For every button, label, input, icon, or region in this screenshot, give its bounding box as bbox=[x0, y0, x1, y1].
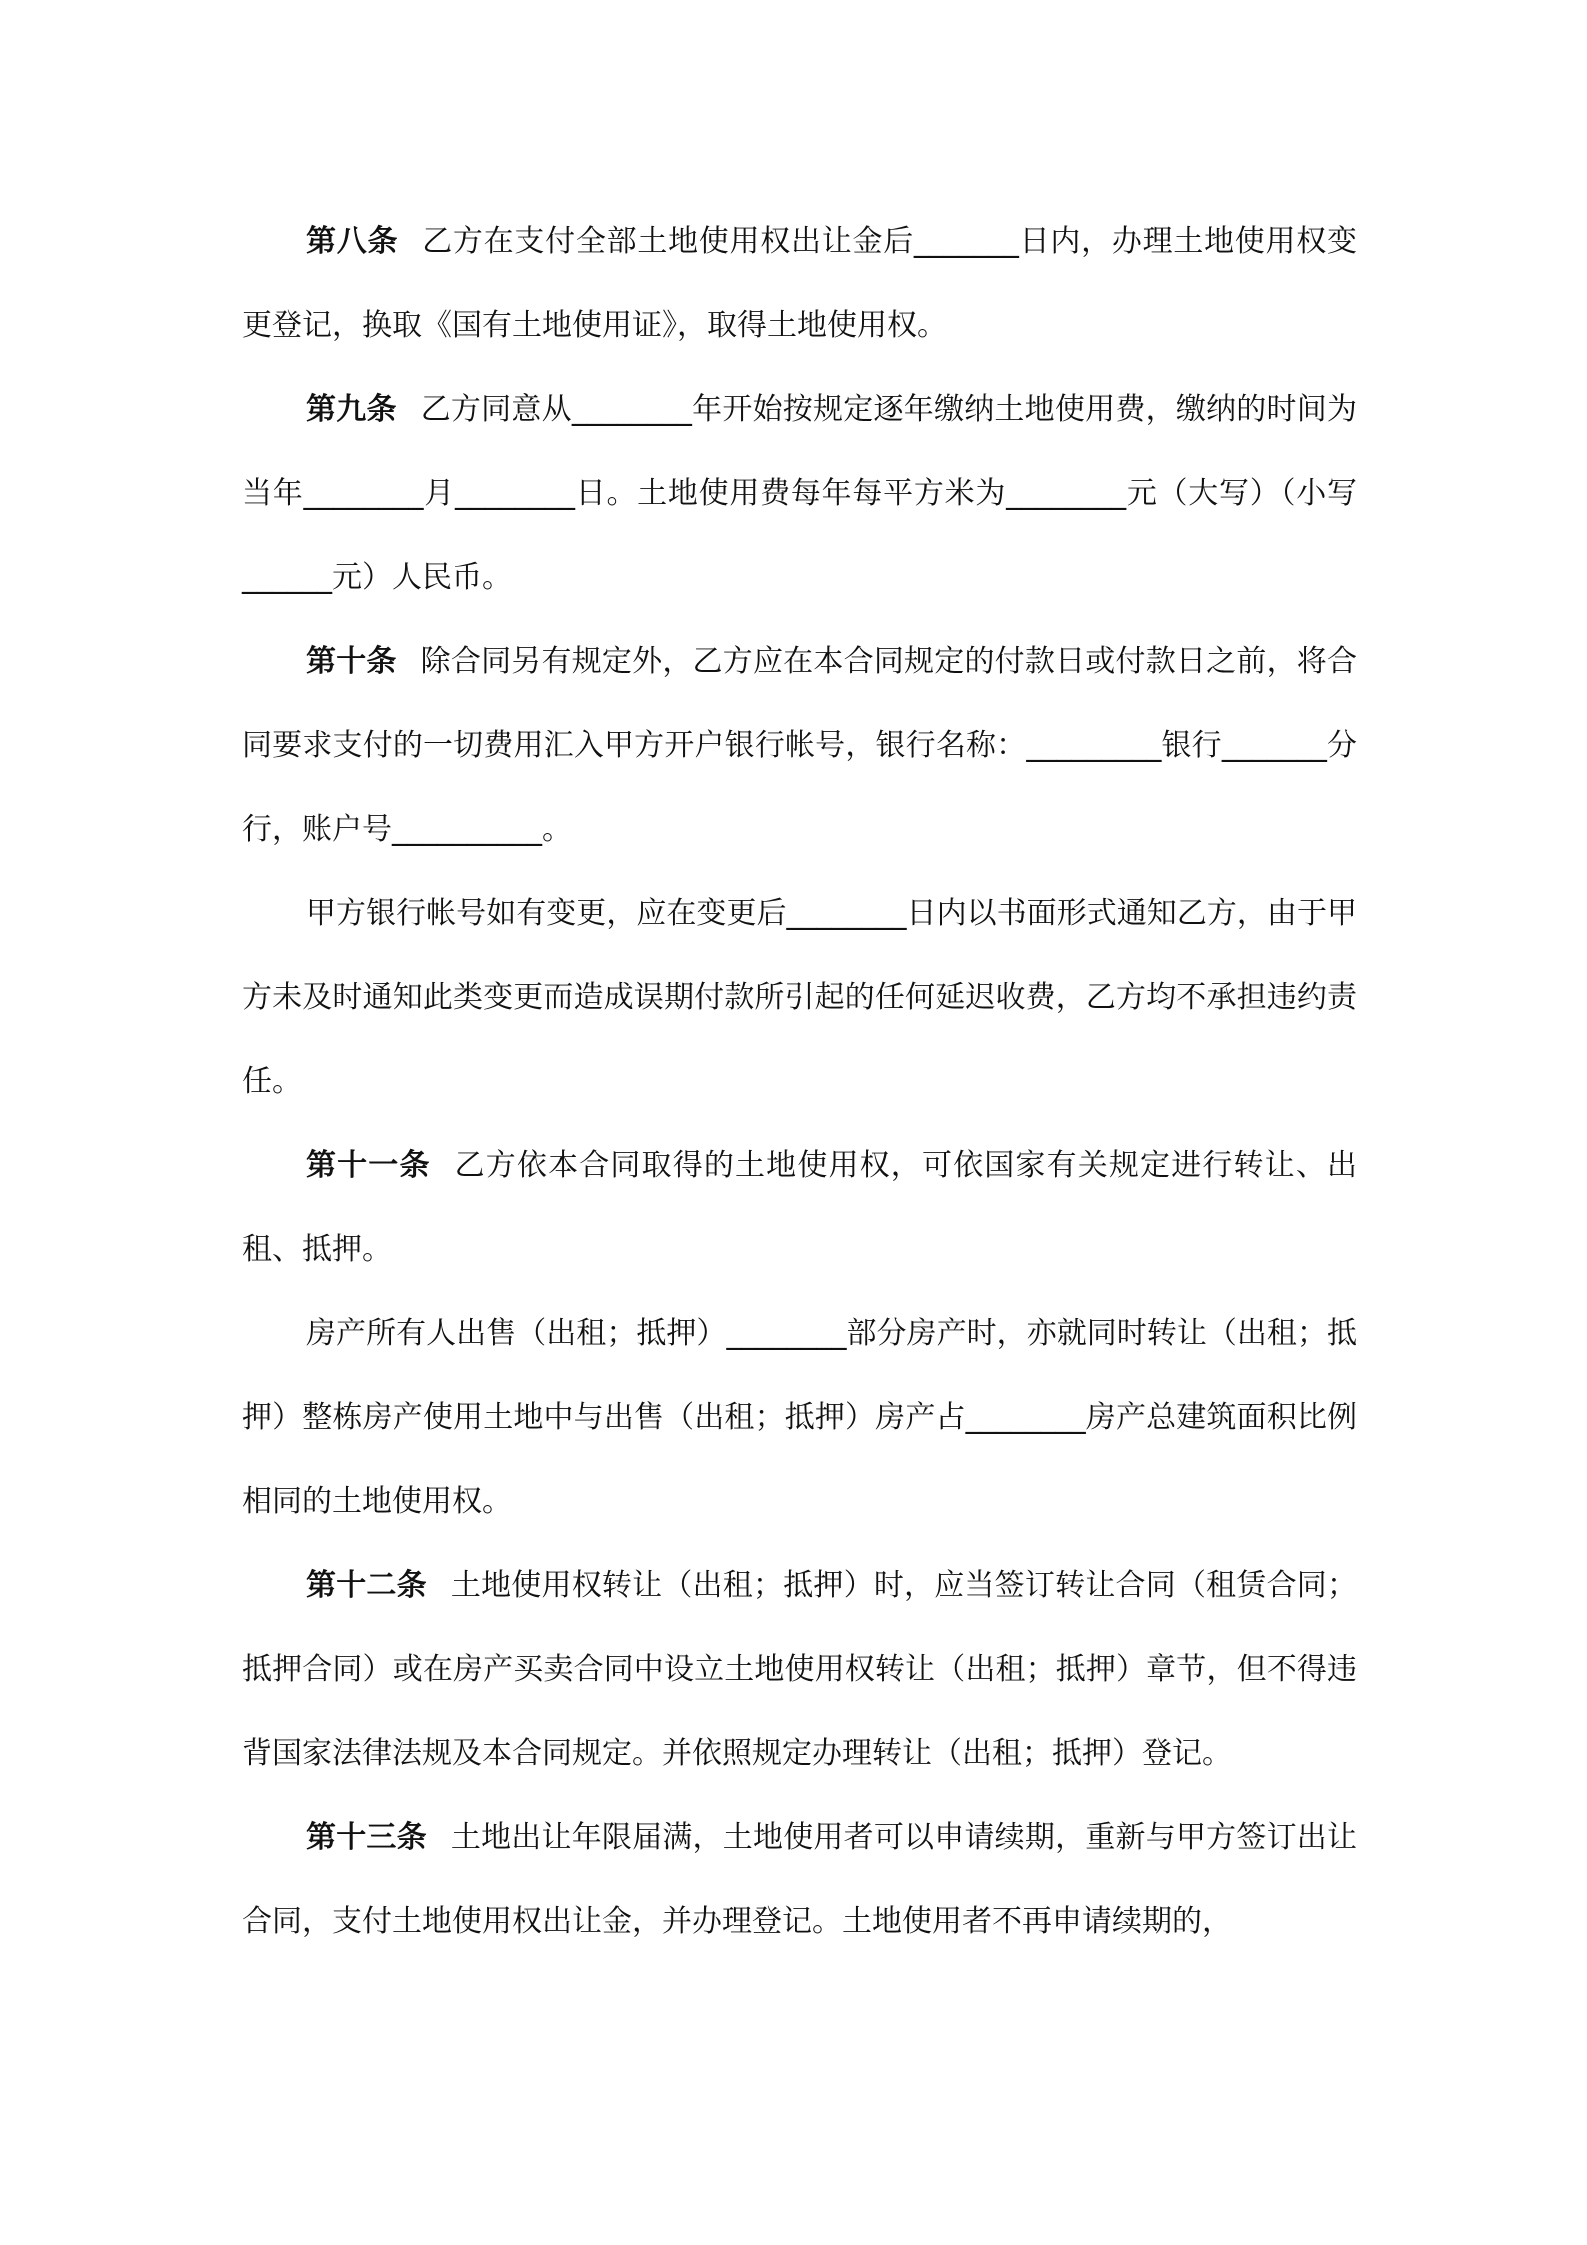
article-10-continuation bbox=[242, 872, 1357, 1124]
article-11-continuation-text: 房产所有人出售（出租；抵押）________部分房产时，亦就同时转让（出租；抵押）整栋房产使用土地中与出售（出租；抵押）房产占________房产总建筑面积比例相同的土地使用权。 bbox=[242, 1316, 1357, 1519]
article-9-heading: 第九条 bbox=[306, 392, 397, 427]
article-11-heading: 第十一条 bbox=[306, 1148, 431, 1183]
article-8-heading: 第八条 bbox=[306, 224, 399, 259]
article-13-paragraph bbox=[242, 1796, 1357, 1964]
article-10-heading: 第十条 bbox=[306, 644, 397, 679]
article-9-text: 乙方同意从________年开始按规定逐年缴纳土地使用费，缴纳的时间为当年________月________日。土地使用费每年每平方米为________元（大写）（小写______元）人民币。 bbox=[242, 392, 1358, 595]
article-8-text: 乙方在支付全部土地使用权出让金后_______日内，办理土地使用权变更登记，换取《国有土地使用证》，取得土地使用权。 bbox=[242, 224, 1358, 343]
article-8-paragraph bbox=[242, 200, 1357, 368]
article-10-continuation-text: 甲方银行帐号如有变更，应在变更后________日内以书面形式通知乙方，由于甲方未及时通知此类变更而造成误期付款所引起的任何延迟收费，乙方均不承担违约责任。 bbox=[242, 896, 1357, 1099]
article-10-text: 除合同另有规定外，乙方应在本合同规定的付款日或付款日之前，将合同要求支付的一切费用汇入甲方开户银行帐号，银行名称：_________银行_______分行，账户号__________。 bbox=[242, 644, 1358, 847]
article-13-text: 土地出让年限届满，土地使用者可以申请续期，重新与甲方签订出让合同，支付土地使用权出让金，并办理登记。土地使用者不再申请续期的， bbox=[242, 1820, 1358, 1939]
article-13-heading: 第十三条 bbox=[306, 1820, 427, 1855]
article-11-text: 乙方依本合同取得的土地使用权，可依国家有关规定进行转让、出租、抵押。 bbox=[242, 1148, 1357, 1267]
article-9-paragraph bbox=[242, 368, 1357, 620]
article-10-paragraph bbox=[242, 620, 1357, 872]
article-11-continuation bbox=[242, 1292, 1357, 1544]
article-11-paragraph bbox=[242, 1124, 1357, 1292]
document-page bbox=[242, 200, 1357, 1964]
article-12-heading: 第十二条 bbox=[306, 1568, 427, 1603]
article-12-text: 土地使用权转让（出租；抵押）时，应当签订转让合同（租赁合同；抵押合同）或在房产买卖合同中设立土地使用权转让（出租；抵押）章节，但不得违背国家法律法规及本合同规定。并依照规定办理转让（出租；抵押）登记。 bbox=[242, 1568, 1358, 1771]
article-12-paragraph bbox=[242, 1544, 1357, 1796]
